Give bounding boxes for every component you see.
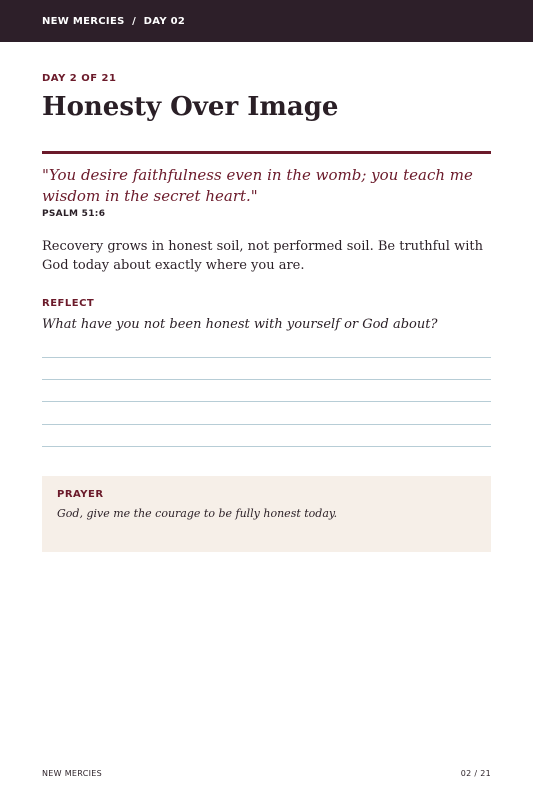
prayer-box <box>42 476 491 552</box>
writing-line[interactable] <box>42 401 491 402</box>
writing-line[interactable] <box>42 446 491 447</box>
prayer-text: God, give me the courage to be fully honest today. <box>57 507 338 520</box>
header-bar <box>0 0 533 42</box>
breadcrumb: NEW MERCIES / DAY 02 <box>42 16 186 27</box>
devotional-body: Recovery grows in honest soil, not performed soil. Be truthful with God today about exactly where you are. <box>42 239 483 273</box>
scripture-reference: PSALM 51:6 <box>42 209 106 219</box>
page-title: Honesty Over Image <box>42 92 339 122</box>
title-divider <box>42 151 491 154</box>
day-label: DAY 2 OF 21 <box>42 73 117 84</box>
writing-line[interactable] <box>42 379 491 380</box>
reflect-label: REFLECT <box>42 298 95 309</box>
writing-line[interactable] <box>42 424 491 425</box>
prayer-label: PRAYER <box>57 489 104 500</box>
footer-title: NEW MERCIES <box>42 769 102 778</box>
scripture-quote: "You desire faithfulness even in the womb; you teach me wisdom in the secret heart." <box>42 166 473 205</box>
reflect-question: What have you not been honest with yourself or God about? <box>42 317 438 332</box>
writing-line[interactable] <box>42 357 491 358</box>
page-number: 02 / 21 <box>460 769 491 778</box>
